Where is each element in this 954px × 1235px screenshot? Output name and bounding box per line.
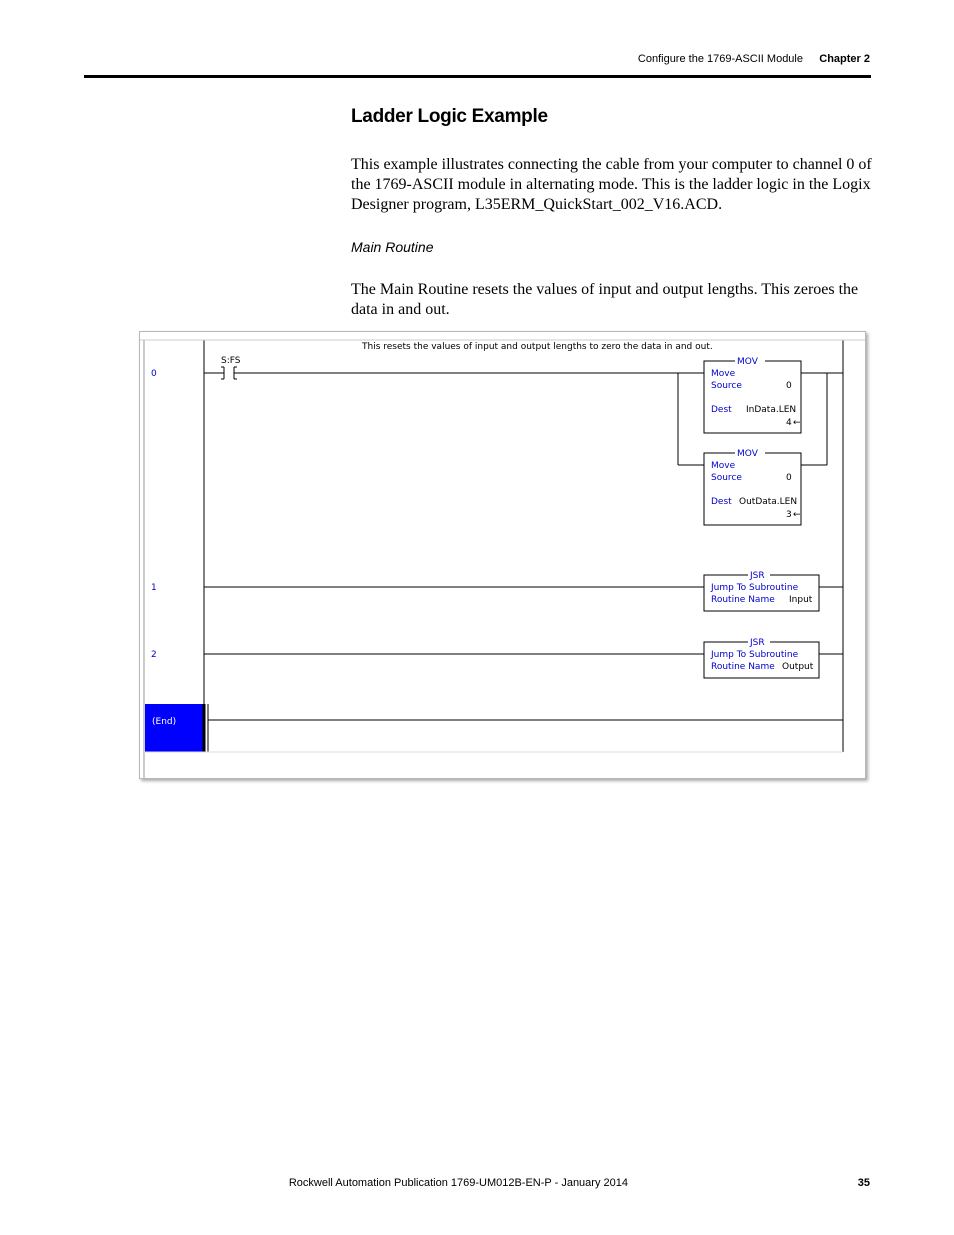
footer-publication: Rockwell Automation Publication 1769-UM012B-EN-P - January 2014: [288, 1177, 628, 1189]
header-rule: [84, 75, 871, 78]
section-title: Ladder Logic Example: [351, 106, 548, 127]
mov1-dest-tag: InData.LEN: [746, 405, 797, 415]
subheading: Main Routine: [351, 239, 434, 255]
mov1-dest-label: Dest: [711, 405, 732, 415]
jsr1-name: Jump To Subroutine: [711, 583, 799, 593]
mov1-source-value: 0: [786, 381, 792, 391]
end-label: (End): [152, 717, 177, 727]
mov2-dest-label: Dest: [711, 497, 732, 507]
mov1-dest-value: 4: [786, 418, 792, 428]
intro-paragraph: This example illustrates connecting the cable from your computer to channel 0 of the 1769-ASCII module in alternating mode. This is the ladder logic in the Logix Designer program, L35ERM_QuickStart_002_V16.ACD.: [351, 156, 872, 213]
rung-number-1: 1: [151, 583, 157, 593]
running-header-section: Configure the 1769-ASCII Module: [637, 53, 803, 65]
jsr-instruction-input[interactable]: [704, 570, 819, 611]
jsr-instruction-output[interactable]: [704, 637, 819, 678]
routine-description: The Main Routine resets the values of input and output lengths. This zeroes the data in and out.: [351, 281, 859, 318]
mov2-arrow-icon: ←: [793, 510, 801, 520]
mov2-source-label: Source: [711, 473, 742, 483]
jsr1-routine-label: Routine Name: [711, 595, 775, 605]
end-rung-block[interactable]: [145, 704, 203, 752]
ladder-svg: [140, 332, 865, 778]
jsr2-type: JSR: [750, 638, 765, 648]
mov2-source-value: 0: [786, 473, 792, 483]
mov2-dest-value: 3: [786, 510, 792, 520]
rung-number-0: 0: [151, 369, 157, 379]
contact-tag: S:FS: [221, 356, 241, 366]
rung-comment: This resets the values of input and output lengths to zero the data in and out.: [362, 342, 713, 352]
mov-instruction-1[interactable]: [704, 356, 801, 433]
jsr2-name: Jump To Subroutine: [711, 650, 799, 660]
mov-instruction-2[interactable]: [704, 448, 801, 525]
mov1-type: MOV: [737, 357, 758, 367]
mov2-dest-tag: OutData.LEN: [739, 497, 798, 507]
mov2-type: MOV: [737, 449, 758, 459]
mov1-name: Move: [711, 369, 736, 379]
mov1-source-label: Source: [711, 381, 742, 391]
ladder-diagram: [139, 331, 866, 779]
jsr1-routine-value: Input: [789, 595, 813, 605]
mov1-arrow-icon: ←: [793, 418, 801, 428]
running-header-chapter: Chapter 2: [819, 53, 870, 65]
mov2-name: Move: [711, 461, 736, 471]
page-number: 35: [857, 1177, 870, 1189]
rung-number-2: 2: [151, 650, 157, 660]
jsr1-type: JSR: [750, 571, 765, 581]
jsr2-routine-value: Output: [782, 662, 814, 672]
jsr2-routine-label: Routine Name: [711, 662, 775, 672]
